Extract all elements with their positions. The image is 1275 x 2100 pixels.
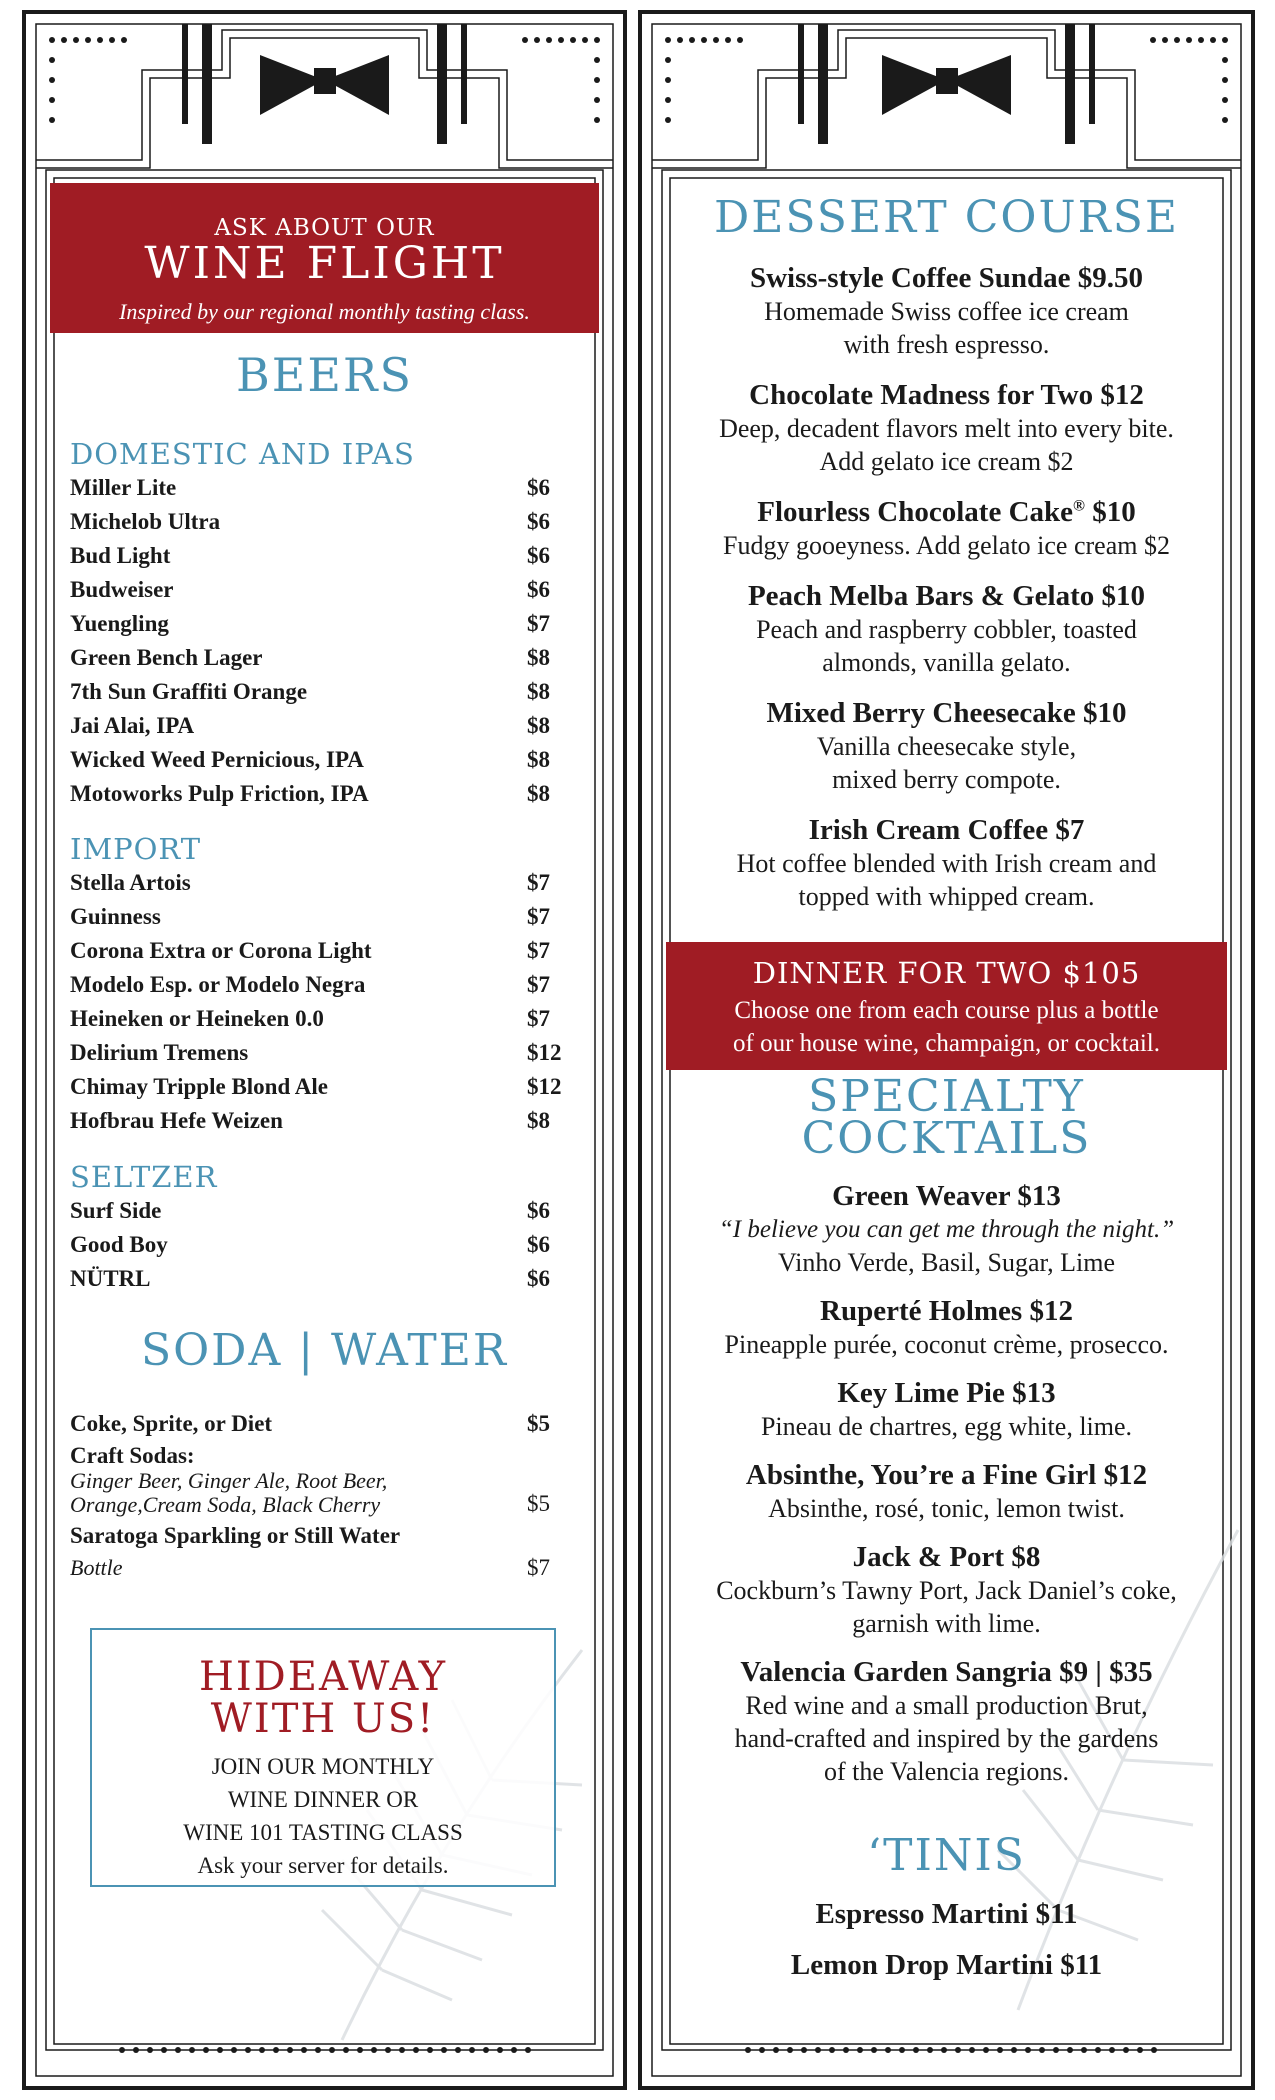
item-name: Good Boy [70,1232,168,1257]
promo-line3: WINE 101 TASTING CLASS [183,1820,463,1845]
item-title [668,1180,1225,1213]
cocktail-list [668,1180,1225,1804]
item-description: Fudgy gooeyness. Add gelato ice cream $2 [723,531,1170,560]
wine-flight-banner [50,183,599,333]
item-name: Heineken or Heineken 0.0 [70,1006,324,1031]
item-name: Hofbrau Hefe Weizen [70,1108,283,1133]
item-title [668,580,1225,613]
item-price: $6 [527,509,550,534]
item-description: of the Valencia regions. [824,1757,1069,1786]
menu-item [668,379,1225,478]
item-description: Pineau de chartres, egg white, lime. [760,1412,1133,1441]
item-price: $8 [527,645,550,670]
item-price: $8 [527,781,550,806]
menu-row [70,934,577,968]
item-title [668,379,1225,412]
item-price: $6 [527,1198,550,1223]
item-name: Stella Artois [70,870,191,895]
item-price: $7 [527,1006,550,1031]
item-name: Jai Alai, IPA [70,713,195,738]
menu-item [668,1898,1225,1931]
menu-row [70,900,577,934]
menu-row [70,866,577,900]
craft-soda-line1: Ginger Beer, Ginger Ale, Root Beer, [70,1468,388,1493]
domestic-heading: DOMESTIC AND IPAS [70,437,415,471]
dessert-heading: DESSERT COURSE [714,192,1179,243]
menu-row [70,1002,577,1036]
item-price: $7 [527,870,550,895]
menu-row [70,641,577,675]
item-price: $12 [527,1074,562,1099]
dinner-for-two-banner [666,942,1227,1070]
item-title-text: Mixed Berry Cheesecake $10 [766,697,1127,729]
item-name: Corona Extra or Corona Light [70,938,372,963]
water-row [70,1555,577,1581]
hideaway-promo-box [90,1628,556,1887]
menu-item [668,697,1225,796]
craft-soda-row [70,1469,577,1517]
item-name: Modelo Esp. or Modelo Negra [70,972,366,997]
item-description: Red wine and a small production Brut, [745,1691,1148,1720]
import-section [70,832,577,1138]
item-quote: “I believe you can get me through the night.” [718,1216,1175,1243]
menu-item [668,1541,1225,1640]
menu-row [70,505,577,539]
beers-heading: BEERS [235,348,414,402]
cocktails-heading [638,1071,1255,1164]
item-description: Homemade Swiss coffee ice cream [764,297,1129,326]
item-name: Chimay Tripple Blond Ale [70,1074,328,1099]
menu-row [70,968,577,1002]
item-title [668,1459,1225,1492]
water-name: Saratoga Sparkling or Still Water [70,1523,401,1548]
item-title [668,697,1225,730]
import-heading: IMPORT [70,832,202,866]
item-name: Bud Light [70,543,171,568]
menu-row [70,1194,577,1228]
menu-item [668,496,1225,562]
item-title-price: $10 [1092,496,1136,528]
promo-title-line1: HIDEAWAY [198,1654,447,1700]
item-name: Green Bench Lager [70,645,263,670]
menu-row [70,1104,577,1138]
seltzer-list [70,1194,577,1296]
menu-item [668,1180,1225,1279]
item-description: with fresh espresso. [843,330,1050,359]
water-sub: Bottle [70,1555,123,1580]
menu-item [668,1656,1225,1788]
seltzer-section [70,1160,577,1296]
item-title [668,1541,1225,1574]
item-name: Motoworks Pulp Friction, IPA [70,781,369,806]
item-title-text: Valencia Garden Sangria $9 | $35 [740,1656,1153,1688]
item-description: Add gelato ice cream $2 [819,447,1074,476]
item-description: Hot coffee blended with Irish cream and [736,849,1157,878]
item-price: $8 [527,679,550,704]
item-name: Michelob Ultra [70,509,221,534]
craft-soda-line2: Orange,Cream Soda, Black Cherry [70,1492,381,1517]
soda-coke-name: Coke, Sprite, or Diet [70,1411,273,1436]
item-title [668,814,1225,847]
craft-soda-price: $5 [527,1491,550,1516]
menu-row [70,1262,577,1296]
soda-water-heading: SODA | WATER [140,1325,509,1376]
seltzer-heading: SELTZER [70,1160,218,1194]
item-title [668,1656,1225,1689]
item-title-text: Swiss-style Coffee Sundae $9.50 [749,262,1144,294]
item-price: $7 [527,904,550,929]
promo-line4: Ask your server for details. [197,1853,449,1878]
item-name: 7th Sun Graffiti Orange [70,679,308,704]
item-price: $8 [527,713,550,738]
item-price: $6 [527,543,550,568]
item-name: Miller Lite [70,475,177,500]
item-name: Guinness [70,904,161,929]
menu-item [668,580,1225,679]
menu-item [668,1377,1225,1443]
item-name: Budweiser [70,577,174,602]
registered-mark: ® [1073,497,1085,515]
item-name: Delirium Tremens [70,1040,249,1065]
dessert-list [668,262,1225,931]
item-price: $8 [527,747,550,772]
item-name: Yuengling [70,611,169,636]
item-description: Cockburn’s Tawny Port, Jack Daniel’s coke, [716,1576,1177,1605]
menu-row [70,777,577,811]
item-description: Vanilla cheesecake style, [816,732,1077,761]
item-title-text: Jack & Port $8 [852,1541,1041,1573]
tinis-list [668,1898,1225,2000]
menu-row [70,709,577,743]
water-price: $7 [527,1555,550,1580]
left-menu-panel [22,10,627,2090]
right-menu-panel [638,10,1255,2090]
item-title-text: Espresso Martini $11 [815,1898,1078,1930]
banner-line1: ASK ABOUT OUR [214,215,435,241]
item-title [668,1949,1225,1982]
item-title-text: Chocolate Madness for Two $12 [749,379,1144,411]
item-title-text: Green Weaver $13 [832,1180,1061,1212]
menu-row [70,1070,577,1104]
item-description: Vinho Verde, Basil, Sugar, Lime [777,1248,1116,1277]
soda-coke-price: $5 [527,1411,550,1436]
item-title [668,1295,1225,1328]
cocktails-heading-line2: COCKTAILS [801,1113,1092,1164]
item-name: NÜTRL [70,1266,151,1291]
item-price: $6 [527,1266,550,1291]
item-description: hand-crafted and inspired by the gardens [734,1724,1159,1753]
cocktails-heading-line1: SPECIALTY [808,1071,1085,1122]
menu-row [70,1036,577,1070]
item-description: garnish with lime. [852,1609,1041,1638]
menu-row [70,1228,577,1262]
item-name: Surf Side [70,1198,162,1223]
craft-soda-title: Craft Sodas: [70,1443,195,1468]
item-price: $7 [527,938,550,963]
promo-line1: JOIN OUR MONTHLY [211,1754,435,1779]
tinis-heading: ‘TINIS [867,1830,1026,1881]
soda-section [70,1407,577,1581]
menu-row [70,471,577,505]
item-price: $6 [527,577,550,602]
item-price: $6 [527,1232,550,1257]
menu-row [70,573,577,607]
domestic-section [70,437,577,811]
menu-row [70,539,577,573]
domestic-list [70,471,577,811]
item-description: almonds, vanilla gelato. [822,648,1071,677]
promo-title-line2: WITH US! [210,1696,436,1742]
item-price: $12 [527,1040,562,1065]
item-description: Peach and raspberry cobbler, toasted [756,615,1137,644]
item-title [668,1898,1225,1931]
item-description: Pineapple purée, coconut crème, prosecco. [724,1330,1169,1359]
item-price: $8 [527,1108,550,1133]
dinner-title: DINNER FOR TWO $105 [752,956,1141,990]
item-title-text: Irish Cream Coffee $7 [808,814,1085,846]
item-title-text: Absinthe, You’re a Fine Girl $12 [745,1459,1148,1491]
menu-item [668,262,1225,361]
item-description: mixed berry compote. [832,765,1061,794]
menu-item [668,814,1225,913]
item-name: Wicked Weed Pernicious, IPA [70,747,364,772]
banner-tagline: Inspired by our regional monthly tasting class. [119,299,530,324]
item-title-text: Lemon Drop Martini $11 [790,1949,1103,1981]
menu-row [70,743,577,777]
item-description: topped with whipped cream. [798,882,1095,911]
banner-line2: WINE FLIGHT [144,238,505,289]
menu-item [668,1949,1225,1982]
dinner-line1: Choose one from each course plus a bottle [734,997,1159,1024]
item-description: Deep, decadent flavors melt into every bite. [719,414,1174,443]
menu-row [70,607,577,641]
item-title-text: Ruperté Holmes $12 [820,1295,1073,1327]
item-title-text: Key Lime Pie $13 [837,1377,1056,1409]
item-title-text: Flourless Chocolate Cake [757,496,1074,528]
menu-row [70,675,577,709]
import-list [70,866,577,1138]
item-title [668,262,1225,295]
soda-coke-row [70,1407,577,1441]
menu-item [668,1459,1225,1525]
item-price: $6 [527,475,550,500]
item-price: $7 [527,972,550,997]
item-title-text: Peach Melba Bars & Gelato $10 [747,580,1146,612]
item-title [668,496,1225,529]
item-price: $7 [527,611,550,636]
dinner-line2: of our house wine, champaign, or cocktail. [733,1030,1160,1057]
item-description: Absinthe, rosé, tonic, lemon twist. [768,1494,1125,1523]
promo-line2: WINE DINNER OR [227,1787,419,1812]
item-title [668,1377,1225,1410]
menu-item [668,1295,1225,1361]
